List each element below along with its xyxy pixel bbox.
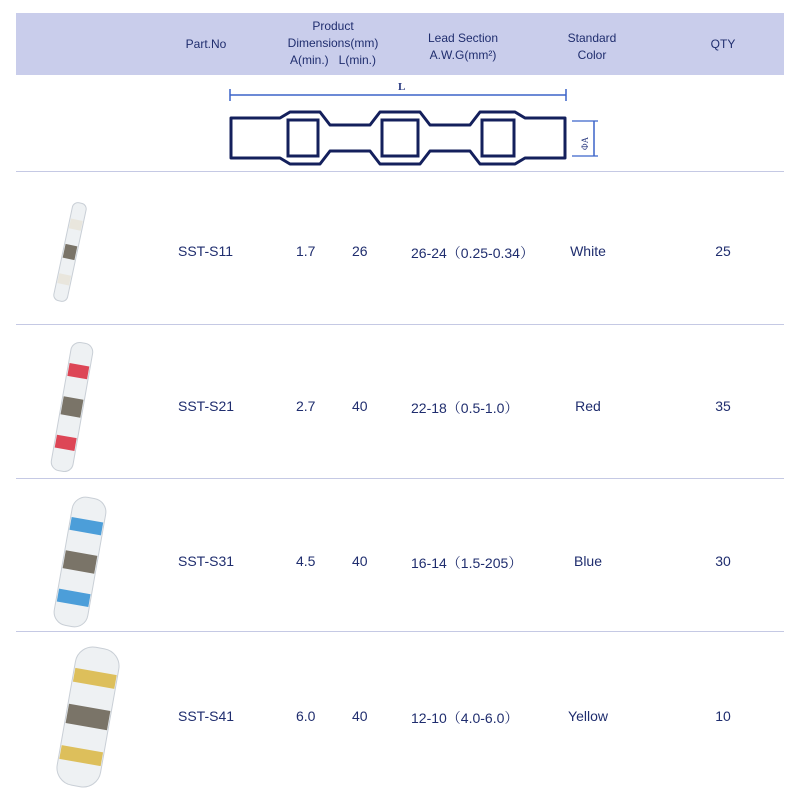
cell-qty: 25 [715, 243, 731, 259]
cell-color: Red [575, 398, 601, 414]
cell-color: Yellow [568, 708, 608, 724]
connector-photo [12, 332, 132, 482]
connector-photo [20, 487, 140, 637]
connector-photo [10, 177, 130, 327]
header-color-line2: Color [577, 48, 607, 62]
header-qty: QTY [710, 37, 736, 51]
connector-diagram-svg [0, 0, 800, 180]
cell-lead: 22-18（0.5-1.0） [411, 400, 519, 416]
connector-photo [28, 642, 148, 792]
header-lead-line2: A.W.G(mm²) [429, 48, 497, 62]
length-label: L [398, 81, 406, 93]
header-product-line2: Dimensions(mm) [287, 36, 379, 50]
sleeve-band-right [482, 120, 514, 156]
cell-lead: 26-24（0.25-0.34） [411, 245, 534, 261]
header-l-min: L(min.) [338, 53, 377, 67]
diameter-label: ΦA [580, 136, 590, 150]
cell-l: 40 [352, 708, 368, 724]
cell-lead: 12-10（4.0-6.0） [411, 710, 519, 726]
cell-l: 40 [352, 553, 368, 569]
cell-qty: 10 [715, 708, 731, 724]
header-part-no: Part.No [185, 37, 227, 51]
cell-lead: 16-14（1.5-205） [411, 555, 523, 571]
cell-a: 6.0 [296, 708, 316, 724]
row-separator [16, 171, 784, 172]
solder-ring [61, 396, 84, 417]
cell-a: 1.7 [296, 243, 316, 259]
sleeve-band-left [288, 120, 318, 156]
cell-l: 26 [352, 243, 368, 259]
cell-l: 40 [352, 398, 368, 414]
header-lead-line1: Lead Section [427, 31, 499, 45]
cell-a: 4.5 [296, 553, 316, 569]
cell-part: SST-S41 [178, 708, 235, 724]
cell-part: SST-S31 [178, 553, 235, 569]
header-product-line1: Product [312, 19, 354, 33]
cell-part: SST-S21 [178, 398, 235, 414]
cell-color: White [570, 243, 606, 259]
cell-a: 2.7 [296, 398, 316, 414]
header-a-min: A(min.) [289, 53, 329, 67]
cell-qty: 35 [715, 398, 731, 414]
cell-qty: 30 [715, 553, 731, 569]
cell-part: SST-S11 [178, 243, 233, 259]
row-separator [16, 324, 784, 325]
cell-color: Blue [573, 553, 603, 569]
header-color-line1: Standard [567, 31, 617, 45]
sleeve-band-center [382, 120, 418, 156]
